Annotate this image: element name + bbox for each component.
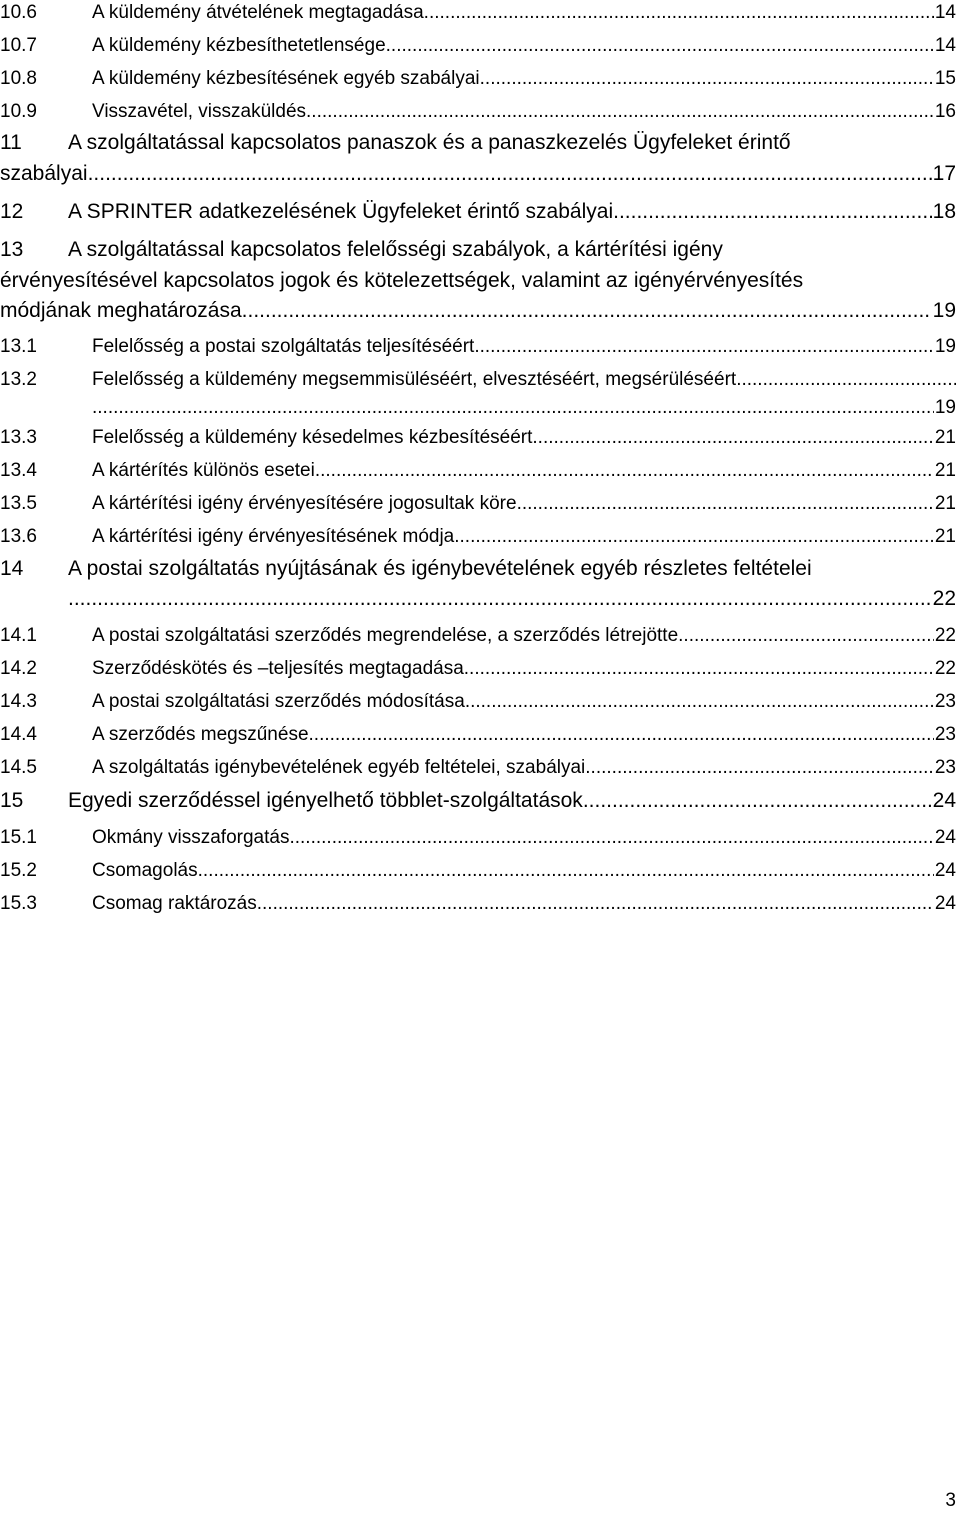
dot-leader	[585, 757, 934, 779]
dot-leader	[68, 587, 932, 611]
toc-number: 13.4	[0, 460, 37, 481]
toc-number: 15.2	[0, 860, 37, 881]
dot-leader	[517, 493, 934, 515]
toc-entry[interactable]	[0, 893, 960, 921]
toc-title: A küldemény átvételének megtagadása	[92, 2, 424, 23]
toc-entry[interactable]	[0, 658, 960, 686]
toc-title: Okmány visszaforgatás	[92, 827, 290, 848]
toc-entry[interactable]	[0, 68, 960, 96]
toc-number: 14	[0, 557, 24, 580]
dot-leader	[583, 789, 932, 813]
dot-leader	[92, 397, 934, 419]
toc-page: 24	[934, 827, 956, 848]
toc-page: 22	[934, 658, 956, 679]
toc-title: A szerződés megszűnése	[92, 724, 309, 745]
toc-title: Csomagolás	[92, 860, 198, 881]
toc-entry[interactable]	[0, 427, 960, 455]
toc-title: A szolgáltatás igénybevételének egyéb feltételei, szabályai	[92, 757, 586, 778]
toc-number: 13.1	[0, 336, 37, 357]
toc-title: A postai szolgáltatási szerződés módosítása	[92, 691, 465, 712]
toc-title: A kártérítési igény érvényesítésének módja	[92, 526, 455, 547]
toc-entry[interactable]	[0, 557, 960, 617]
toc-number: 14.5	[0, 757, 37, 778]
toc-entry[interactable]	[0, 200, 960, 228]
toc-page: 21	[934, 526, 956, 547]
dot-leader	[88, 162, 932, 186]
dot-leader	[289, 827, 933, 849]
dot-leader	[613, 200, 932, 224]
toc-entry[interactable]	[0, 336, 960, 364]
toc-number: 10.8	[0, 68, 37, 89]
toc-entry[interactable]	[0, 625, 960, 653]
toc-title-line: szabályai	[0, 162, 88, 185]
toc-number: 14.1	[0, 625, 37, 646]
toc-entry[interactable]	[0, 526, 960, 554]
toc-title: A postai szolgáltatási szerződés megrendelése, a szerződés létrejötte	[92, 625, 679, 646]
toc-title: Csomag raktározás	[92, 893, 257, 914]
toc-number: 12	[0, 200, 24, 223]
toc-page: 23	[934, 757, 956, 778]
toc-entry[interactable]	[0, 691, 960, 719]
toc-title: Visszavétel, visszaküldés	[92, 101, 307, 122]
toc-number: 13.2	[0, 369, 37, 390]
toc-entry[interactable]	[0, 724, 960, 752]
toc-page: 21	[934, 460, 956, 481]
toc-entry[interactable]	[0, 238, 960, 338]
toc-number: 13.3	[0, 427, 37, 448]
toc-number: 13.6	[0, 526, 37, 547]
dot-leader	[306, 101, 934, 123]
toc-number: 10.7	[0, 35, 37, 56]
toc-page: 17	[932, 162, 956, 185]
toc-page: 21	[934, 427, 956, 448]
toc-title: A küldemény kézbesíthetetlensége	[92, 35, 386, 56]
toc-page: 19	[934, 336, 956, 357]
dot-leader	[474, 336, 934, 358]
toc-number: 13.5	[0, 493, 37, 514]
toc-page: 22	[932, 587, 956, 610]
toc-page: 21	[934, 493, 956, 514]
dot-leader	[532, 427, 933, 449]
toc-number: 14.3	[0, 691, 37, 712]
toc-title: A küldemény kézbesítésének egyéb szabályai	[92, 68, 480, 89]
dot-leader	[242, 299, 932, 323]
toc-page: 24	[934, 860, 956, 881]
toc-number: 14.2	[0, 658, 37, 679]
toc-title-line: A szolgáltatással kapcsolatos panaszok és a panaszkezelés Ügyfeleket érintő	[68, 131, 791, 154]
toc-entry[interactable]	[0, 860, 960, 888]
toc-title: A kártérítés különös esetei	[92, 460, 315, 481]
toc-number: 15.3	[0, 893, 37, 914]
dot-leader	[464, 658, 934, 680]
toc-page: 24	[934, 893, 956, 914]
toc-title: A postai szolgáltatás nyújtásának és igénybevételének egyéb részletes feltételei	[68, 557, 812, 580]
toc-page: 14	[934, 35, 956, 56]
toc-title: A kártérítési igény érvényesítésére jogosultak köre	[92, 493, 517, 514]
toc-page: 22	[934, 625, 956, 646]
toc-entry[interactable]	[0, 789, 960, 817]
toc-title: Egyedi szerződéssel igényelhető többlet-szolgáltatások	[68, 789, 583, 812]
toc-title: Felelősség a postai szolgáltatás teljesítéséért	[92, 336, 475, 357]
dot-leader	[386, 35, 934, 57]
toc-title: Szerződéskötés és –teljesítés megtagadása	[92, 658, 464, 679]
toc-title: A SPRINTER adatkezelésének Ügyfeleket érintő szabályai	[68, 200, 614, 223]
toc-title: Felelősség a küldemény késedelmes kézbesítéséért	[92, 427, 533, 448]
toc-entry[interactable]	[0, 101, 960, 129]
dot-leader	[198, 860, 934, 882]
toc-entry[interactable]	[0, 460, 960, 488]
toc-number: 10.9	[0, 101, 37, 122]
toc-entry[interactable]	[0, 131, 960, 193]
dot-leader	[678, 625, 934, 647]
dot-leader	[480, 68, 934, 90]
page-number: 3	[945, 1490, 956, 1511]
toc-entry[interactable]	[0, 2, 960, 30]
toc-page: 24	[932, 789, 956, 812]
dot-leader	[315, 460, 934, 482]
toc-title-line: módjának meghatározása	[0, 299, 242, 322]
toc-entry[interactable]	[0, 35, 960, 63]
toc-number: 15	[0, 789, 24, 812]
toc-page: 15	[934, 68, 956, 89]
toc-entry[interactable]	[0, 493, 960, 521]
toc-page: 23	[934, 724, 956, 745]
toc-entry[interactable]	[0, 757, 960, 785]
dot-leader	[736, 369, 956, 391]
toc-page: 19	[934, 397, 956, 418]
toc-number: 10.6	[0, 2, 37, 23]
toc-page: 23	[934, 691, 956, 712]
toc-number: 13	[0, 238, 24, 261]
toc-number: 15.1	[0, 827, 37, 848]
dot-leader	[465, 691, 934, 713]
toc-page: 18	[932, 200, 956, 223]
toc-number: 14.4	[0, 724, 37, 745]
toc-page: 14	[934, 2, 956, 23]
dot-leader	[309, 724, 934, 746]
toc-page: 19	[932, 299, 956, 322]
toc-page: 16	[934, 101, 956, 122]
dot-leader	[257, 893, 934, 915]
toc-title-line: A szolgáltatással kapcsolatos felelősségi szabályok, a kártérítési igény	[68, 238, 723, 261]
toc-number: 11	[0, 131, 22, 154]
dot-leader	[454, 526, 934, 548]
toc-entry[interactable]	[0, 369, 960, 425]
toc-title: Felelősség a küldemény megsemmisüléséért, elvesztéséért, megsérüléséért	[92, 369, 737, 390]
dot-leader	[424, 2, 934, 24]
toc-entry[interactable]	[0, 827, 960, 855]
toc-title-line: érvényesítésével kapcsolatos jogok és kötelezettségek, valamint az igényérvényesítés	[0, 269, 804, 292]
